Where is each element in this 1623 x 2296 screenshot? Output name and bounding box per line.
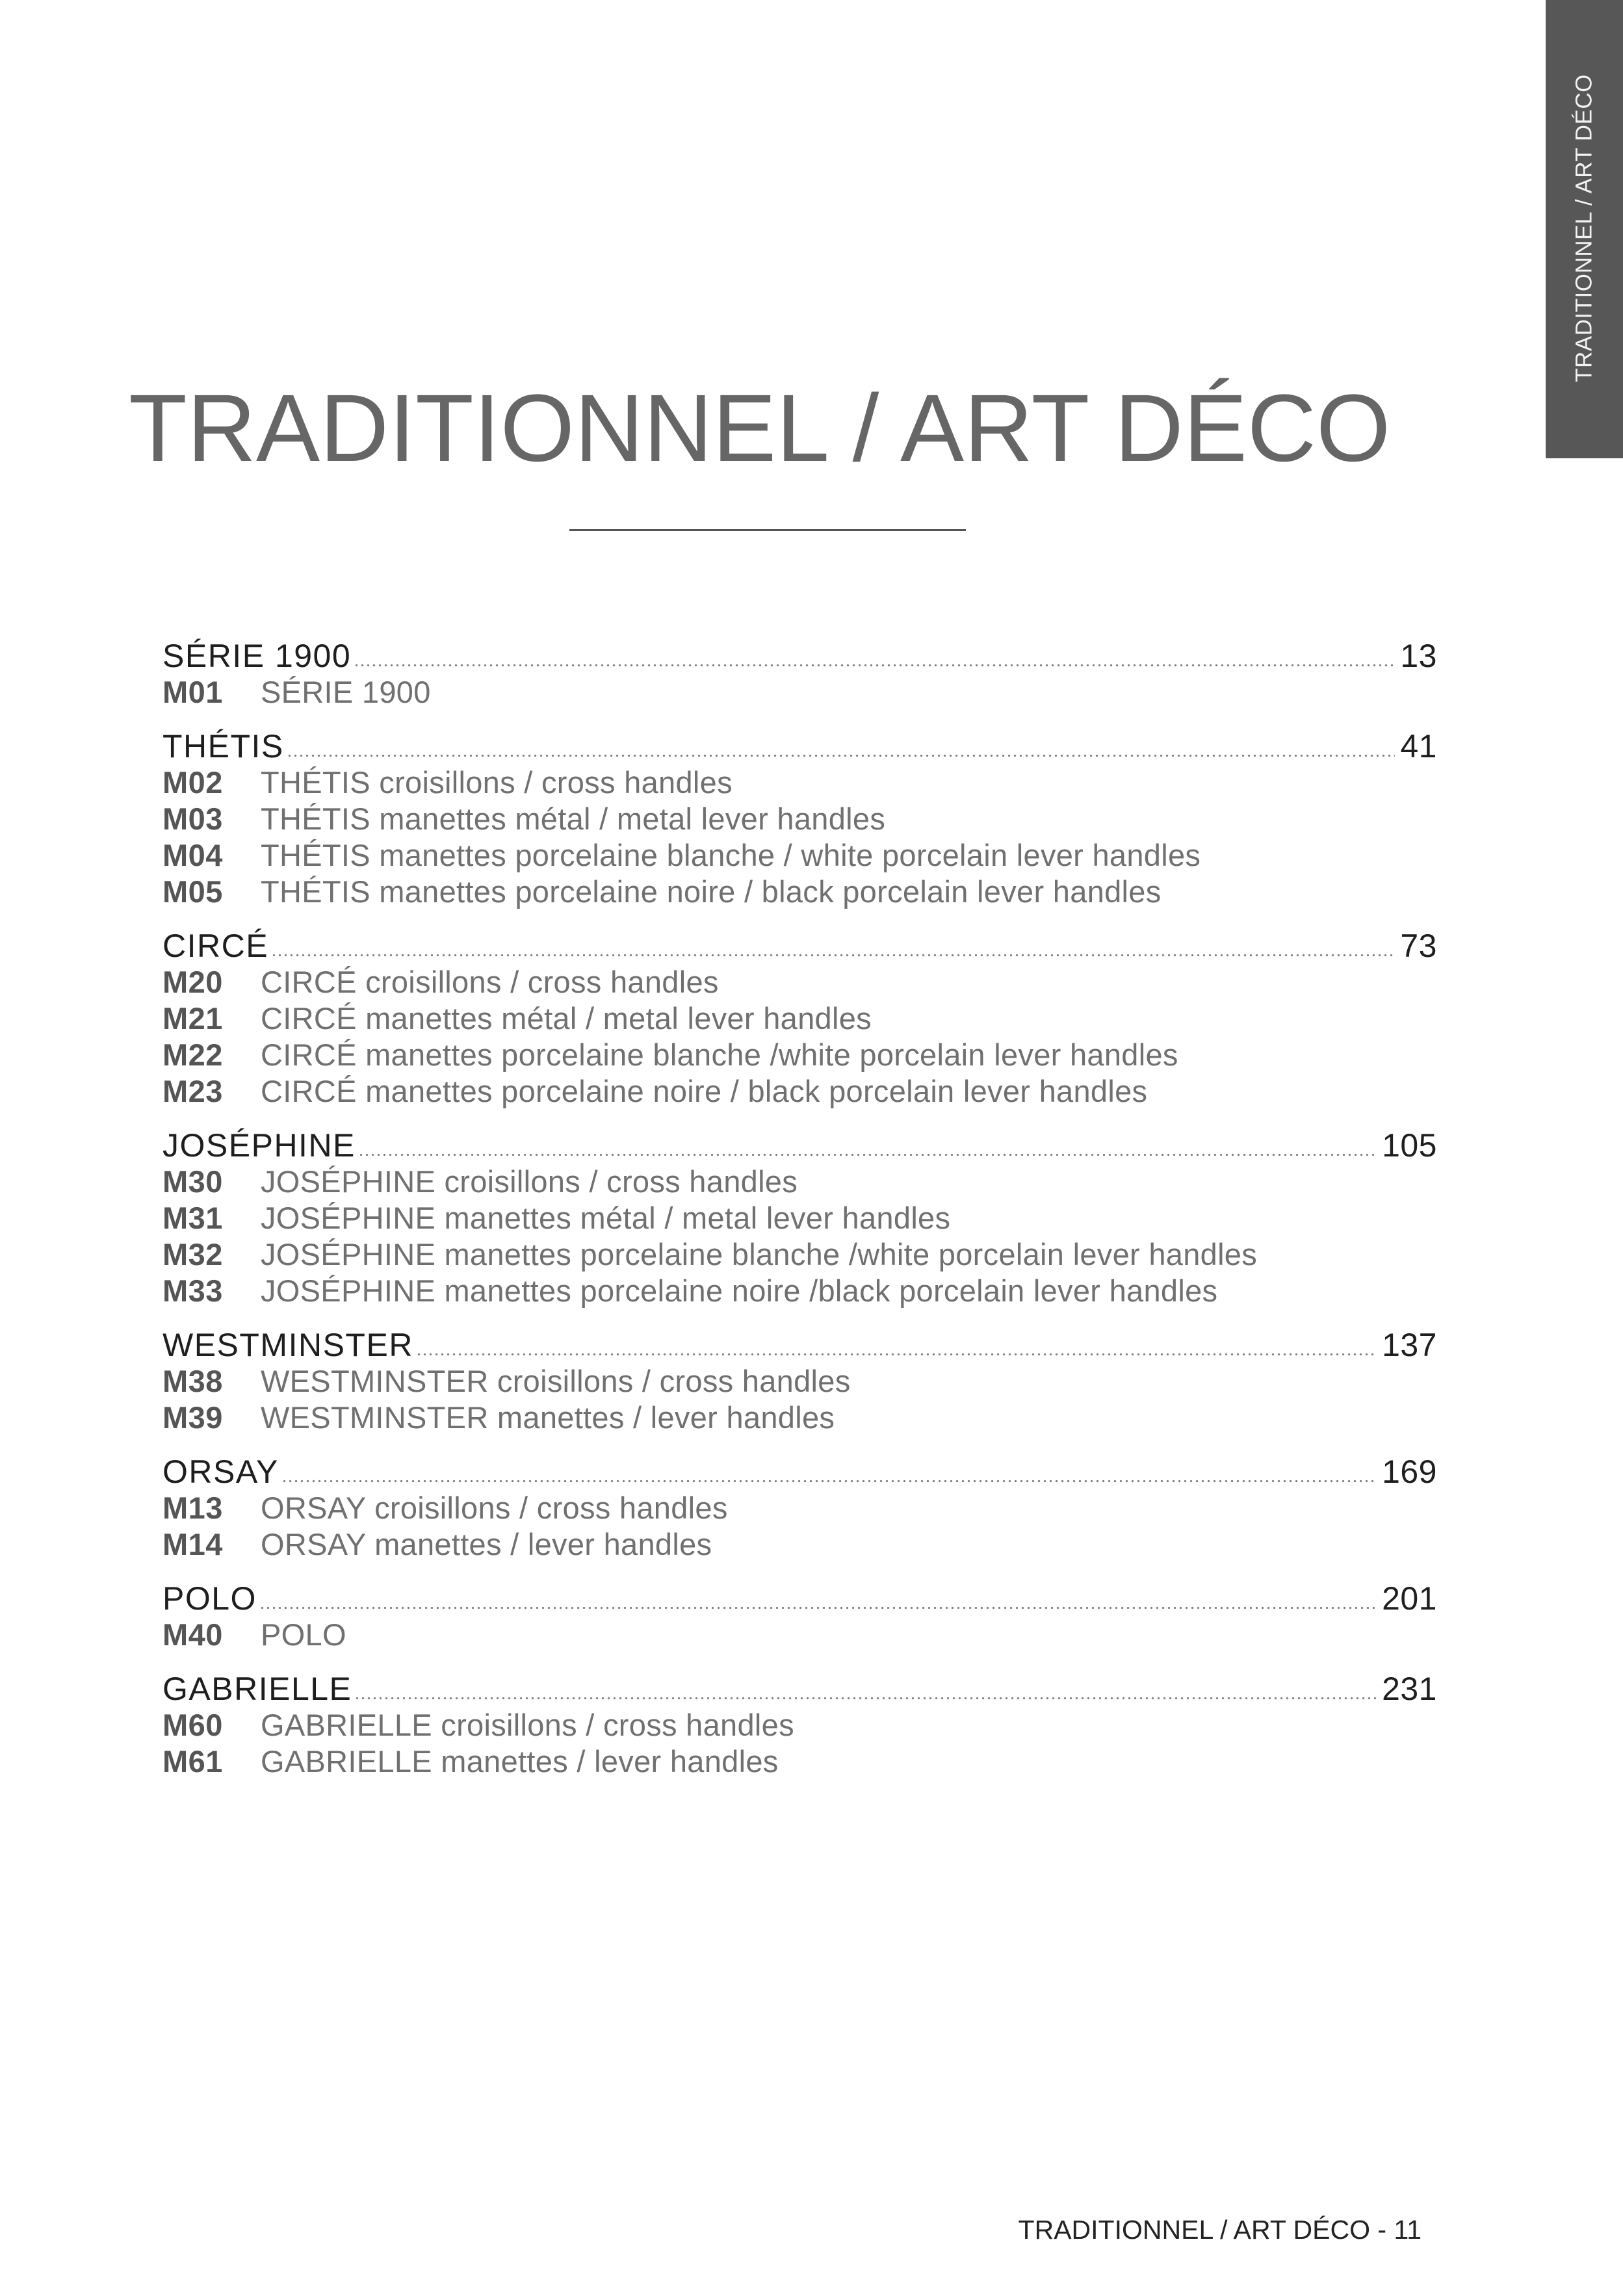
toc-section — [162, 1671, 1437, 1780]
item-code: M05 — [162, 874, 223, 909]
item-label: CIRCÉ manettes porcelaine noire / black porcelain lever handles — [261, 1074, 1148, 1108]
item-label: CIRCÉ manettes métal / metal lever handles — [261, 1001, 872, 1036]
item-label: WESTMINSTER manettes / lever handles — [261, 1400, 835, 1435]
toc-section — [162, 638, 1437, 711]
side-section-tab — [1546, 0, 1623, 458]
side-tab-label: TRADITIONNEL / ART DÉCO — [1571, 74, 1597, 382]
dot-leader — [259, 1580, 1377, 1610]
table-of-contents — [162, 638, 1437, 1780]
toc-section-header — [162, 1127, 1437, 1164]
toc-item — [162, 1707, 1437, 1743]
toc-section-header — [162, 638, 1437, 674]
toc-item — [162, 1490, 1437, 1526]
section-name: WESTMINSTER — [162, 1327, 413, 1363]
toc-item — [162, 674, 1437, 711]
toc-item — [162, 1037, 1437, 1073]
page-title: TRADITIONNEL / ART DÉCO — [129, 375, 1391, 482]
toc-item — [162, 837, 1437, 874]
item-code: M02 — [162, 765, 223, 800]
page-footer: TRADITIONNEL / ART DÉCO - 11 — [1018, 2215, 1422, 2245]
title-divider — [569, 529, 966, 531]
item-label: SÉRIE 1900 — [261, 675, 431, 709]
dot-leader — [281, 1454, 1377, 1483]
toc-item — [162, 801, 1437, 837]
toc-item — [162, 874, 1437, 910]
item-code: M33 — [162, 1273, 223, 1308]
item-code: M40 — [162, 1617, 223, 1652]
toc-section-header — [162, 1327, 1437, 1363]
item-label: WESTMINSTER croisillons / cross handles — [261, 1364, 851, 1398]
item-label: POLO — [261, 1617, 346, 1652]
toc-item — [162, 1743, 1437, 1780]
toc-item — [162, 1400, 1437, 1436]
item-label: CIRCÉ manettes porcelaine blanche /white porcelain lever handles — [261, 1037, 1178, 1072]
toc-item — [162, 1526, 1437, 1563]
dot-leader — [354, 1671, 1377, 1700]
toc-item — [162, 1164, 1437, 1200]
item-label: JOSÉPHINE manettes métal / metal lever handles — [261, 1201, 951, 1235]
section-name: JOSÉPHINE — [162, 1127, 356, 1164]
toc-item — [162, 1236, 1437, 1273]
item-label: THÉTIS croisillons / cross handles — [261, 765, 733, 800]
item-code: M39 — [162, 1400, 223, 1435]
section-name: SÉRIE 1900 — [162, 638, 352, 674]
item-label: ORSAY manettes / lever handles — [261, 1527, 712, 1561]
toc-section-header — [162, 928, 1437, 964]
toc-section-header — [162, 1580, 1437, 1617]
item-label: JOSÉPHINE croisillons / cross handles — [261, 1164, 798, 1199]
toc-item — [162, 1000, 1437, 1037]
item-label: GABRIELLE manettes / lever handles — [261, 1744, 779, 1779]
dot-leader — [416, 1327, 1377, 1356]
toc-item — [162, 964, 1437, 1000]
item-code: M01 — [162, 675, 223, 709]
item-code: M23 — [162, 1074, 223, 1108]
page-number: 201 — [1382, 1580, 1437, 1617]
item-code: M31 — [162, 1201, 223, 1235]
section-name: POLO — [162, 1580, 257, 1617]
item-label: JOSÉPHINE manettes porcelaine blanche /white porcelain lever handles — [261, 1237, 1258, 1272]
item-code: M03 — [162, 802, 223, 836]
toc-section — [162, 1327, 1437, 1436]
item-label: THÉTIS manettes porcelaine noire / black porcelain lever handles — [261, 874, 1162, 909]
toc-section-header — [162, 1454, 1437, 1490]
item-label: THÉTIS manettes porcelaine blanche / white porcelain lever handles — [261, 838, 1201, 872]
page-number: 105 — [1382, 1127, 1437, 1164]
toc-item — [162, 1617, 1437, 1653]
section-name: ORSAY — [162, 1454, 279, 1490]
item-code: M21 — [162, 1001, 223, 1036]
item-label: THÉTIS manettes métal / metal lever handles — [261, 802, 886, 836]
toc-item — [162, 1200, 1437, 1236]
dot-leader — [271, 928, 1395, 957]
item-code: M20 — [162, 965, 223, 999]
toc-section — [162, 1127, 1437, 1309]
toc-section — [162, 1454, 1437, 1563]
page-number: 231 — [1382, 1671, 1437, 1707]
item-label: CIRCÉ croisillons / cross handles — [261, 965, 719, 999]
toc-section-header — [162, 728, 1437, 764]
dot-leader — [287, 728, 1396, 757]
item-code: M04 — [162, 838, 223, 872]
item-label: JOSÉPHINE manettes porcelaine noire /black porcelain lever handles — [261, 1273, 1218, 1308]
toc-item — [162, 764, 1437, 801]
toc-section — [162, 1580, 1437, 1653]
section-name: CIRCÉ — [162, 928, 269, 964]
toc-section — [162, 928, 1437, 1110]
toc-item — [162, 1363, 1437, 1400]
toc-item — [162, 1073, 1437, 1110]
section-name: GABRIELLE — [162, 1671, 352, 1707]
item-code: M13 — [162, 1491, 223, 1525]
page-number: 13 — [1400, 638, 1437, 674]
dot-leader — [358, 1127, 1377, 1156]
page-number: 137 — [1382, 1327, 1437, 1363]
item-code: M32 — [162, 1237, 223, 1272]
toc-section-header — [162, 1671, 1437, 1707]
section-name: THÉTIS — [162, 728, 284, 764]
item-code: M30 — [162, 1164, 223, 1199]
toc-item — [162, 1273, 1437, 1309]
item-code: M22 — [162, 1037, 223, 1072]
dot-leader — [354, 638, 1395, 667]
page-number: 169 — [1382, 1454, 1437, 1490]
page-number: 73 — [1400, 928, 1437, 964]
item-code: M61 — [162, 1744, 223, 1779]
page-number: 41 — [1400, 728, 1437, 764]
item-code: M60 — [162, 1708, 223, 1742]
item-label: GABRIELLE croisillons / cross handles — [261, 1708, 794, 1742]
item-code: M14 — [162, 1527, 223, 1561]
item-code: M38 — [162, 1364, 223, 1398]
item-label: ORSAY croisillons / cross handles — [261, 1491, 728, 1525]
toc-section — [162, 728, 1437, 910]
